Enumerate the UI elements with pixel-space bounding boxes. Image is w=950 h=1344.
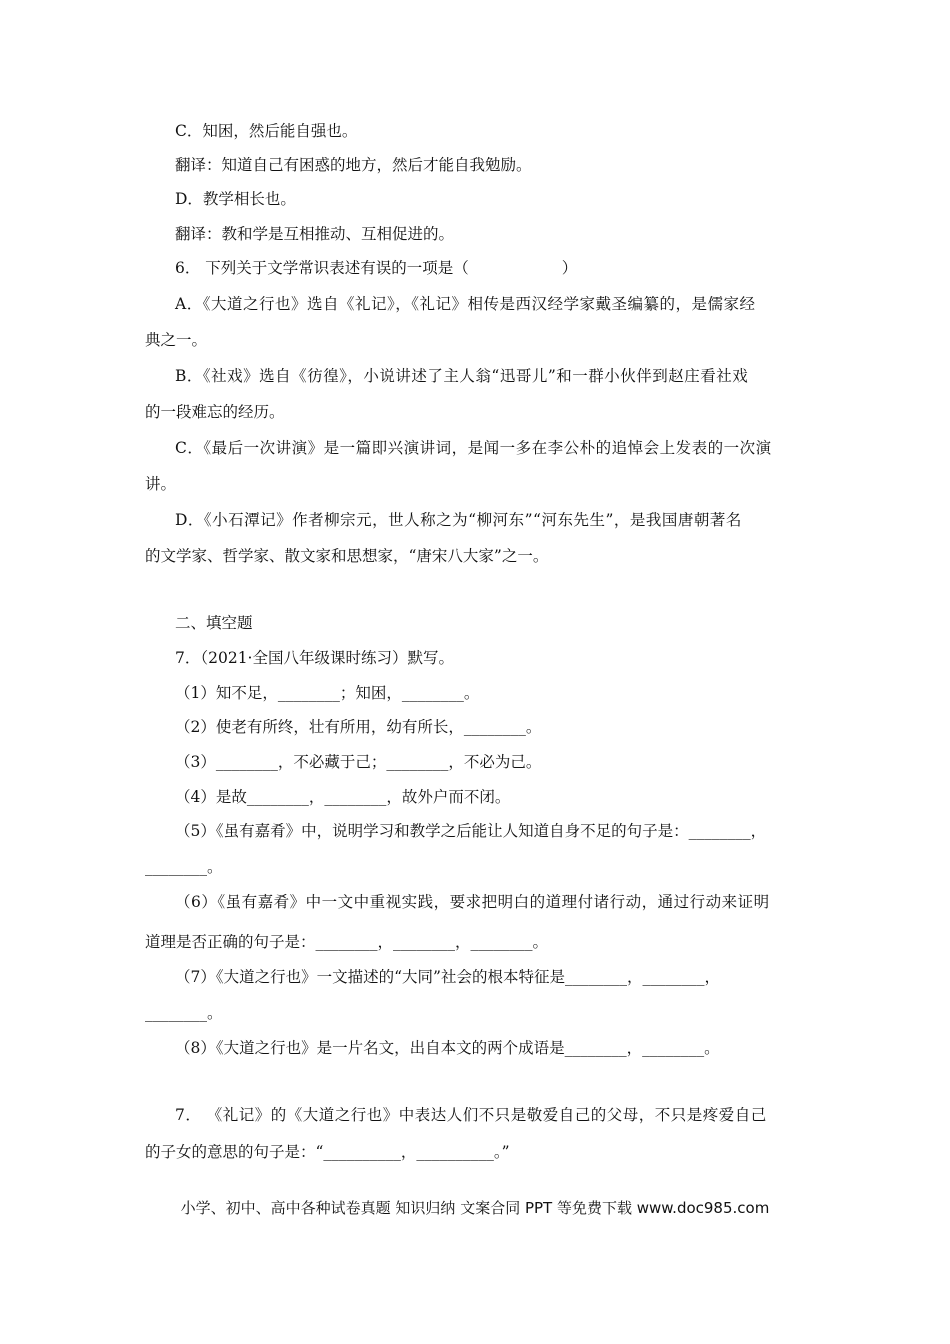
translation-c: 翻译：知道自己有困惑的地方，然后才能自我勉励。 xyxy=(175,156,532,174)
question-6-option-b-line2: 的一段难忘的经历。 xyxy=(145,403,285,421)
question-7-item-8: （8）《大道之行也》是一片名文，出自本文的两个成语是________，________。 xyxy=(175,1039,720,1057)
option-c-text: C．知困，然后能自强也。 xyxy=(175,122,358,140)
question-7-item-7-line1: （7）《大道之行也》一文描述的“大同”社会的根本特征是________，________， xyxy=(175,968,720,986)
question-7-stem: 7．（2021·全国八年级课时练习）默写。 xyxy=(175,649,454,667)
question-6-stem: 6． 下列关于文学常识表述有误的一项是（ ） xyxy=(175,259,578,277)
question-7-item-1: （1）知不足，________；知困，________。 xyxy=(175,684,480,702)
question-7-item-2: （2）使老有所终，壮有所用，幼有所长，________。 xyxy=(175,718,542,736)
question-6-option-d-line2: 的文学家、哲学家、散文家和思想家，“唐宋八大家”之一。 xyxy=(145,547,549,565)
question-6-option-c-line1: C．《最后一次讲演》是一篇即兴演讲词，是闻一多在李公朴的追悼会上发表的一次演 xyxy=(175,439,772,457)
question-7-item-5-line2: ________。 xyxy=(145,858,223,876)
option-d-text: D．教学相长也。 xyxy=(175,190,296,208)
question-7b-line1: 7． 《礼记》的《大道之行也》中表达人们不只是敬爱自己的父母，不只是疼爱自己 xyxy=(175,1106,767,1124)
question-6-option-b-line1: B．《社戏》选自《彷徨》，小说讲述了主人翁“迅哥儿”和一群小伙伴到赵庄看社戏 xyxy=(175,367,749,385)
footer-promo: 小学、初中、高中各种试卷真题 知识归纳 文案合同 PPT 等免费下载 www.doc985.com xyxy=(180,1199,770,1217)
question-7-item-5-line1: （5）《虽有嘉肴》中，说明学习和教学之后能让人知道自身不足的句子是：________， xyxy=(175,822,767,840)
question-6-option-a-line2: 典之一。 xyxy=(145,331,208,349)
translation-d: 翻译：教和学是互相推动、互相促进的。 xyxy=(175,225,455,243)
question-7-item-4: （4）是故________，________，故外户而不闭。 xyxy=(175,788,511,806)
question-7-item-7-line2: ________。 xyxy=(145,1004,223,1022)
question-7b-line2: 的子女的意思的句子是：“__________，__________。” xyxy=(145,1143,510,1161)
question-7-item-3: （3）________，不必藏于己；________，不必为己。 xyxy=(175,753,542,771)
question-6-option-c-line2: 讲。 xyxy=(145,475,177,493)
section-heading-fill-in: 二、填空题 xyxy=(175,614,253,632)
question-7-item-6-line1: （6）《虽有嘉肴》中一文中重视实践，要求把明白的道理付诸行动，通过行动来证明 xyxy=(175,893,770,911)
question-7-item-6-line2: 道理是否正确的句子是：________，________，________。 xyxy=(145,933,549,951)
question-6-option-d-line1: D．《小石潭记》作者柳宗元，世人称之为“柳河东”“河东先生”，是我国唐朝著名 xyxy=(175,511,742,529)
question-6-option-a-line1: A．《大道之行也》选自《礼记》，《礼记》相传是西汉经学家戴圣编纂的，是儒家经 xyxy=(175,295,756,313)
